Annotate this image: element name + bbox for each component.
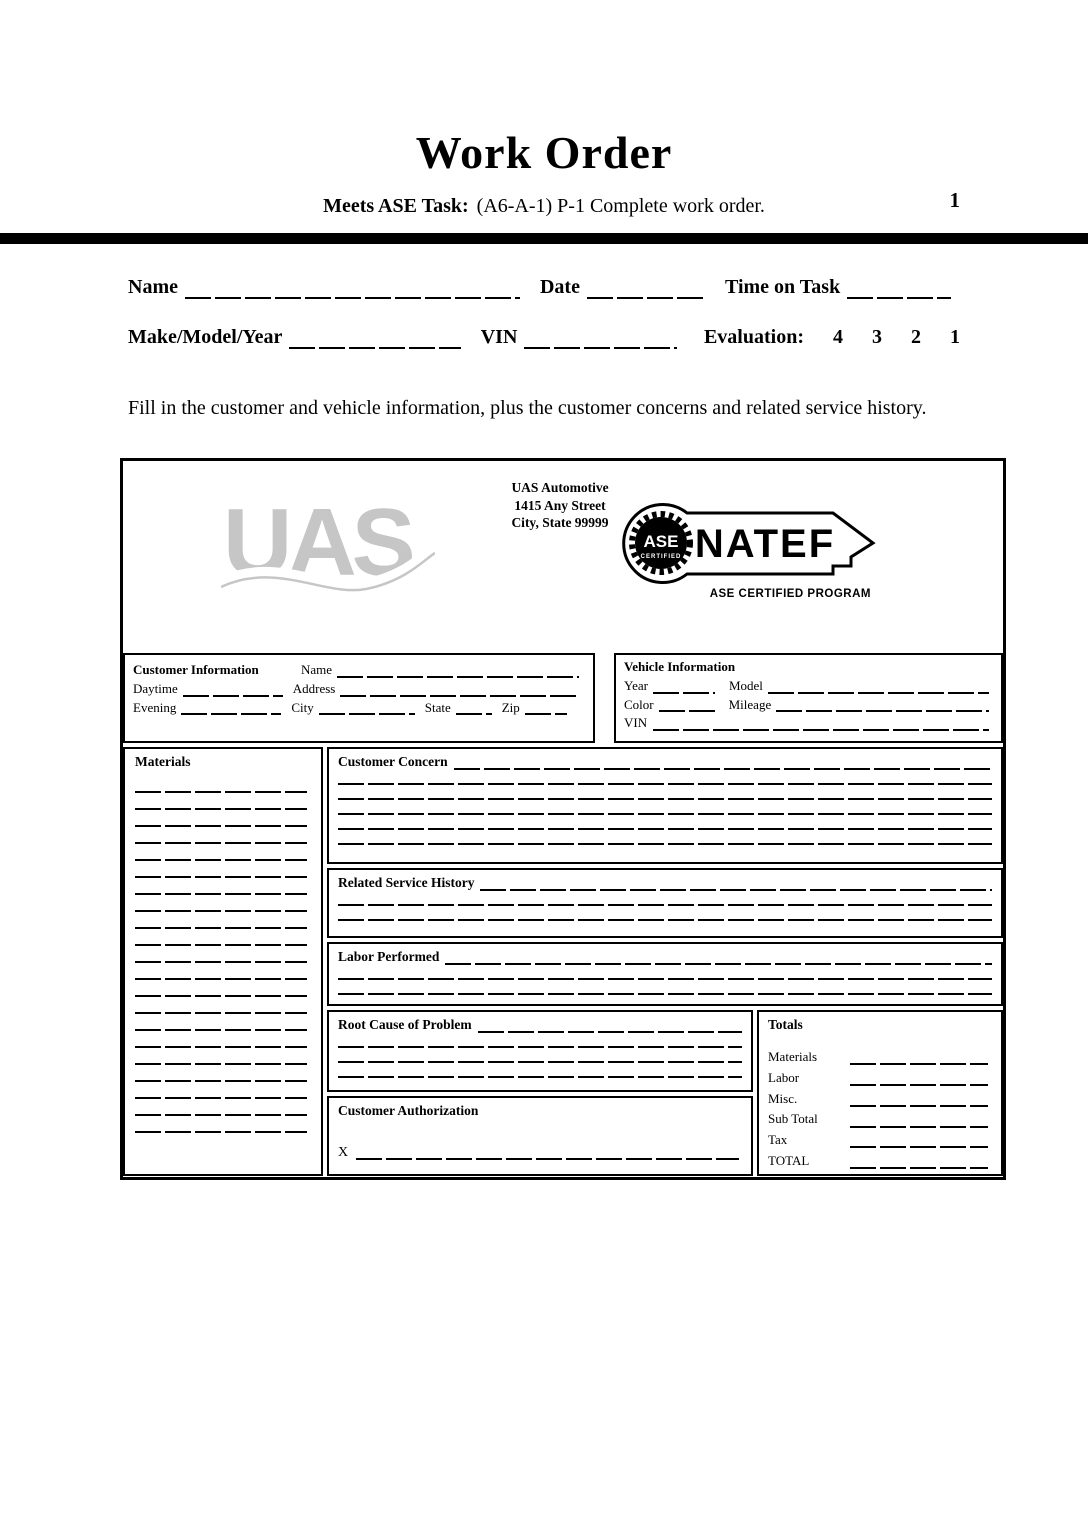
labor-performed-line[interactable] <box>338 965 992 980</box>
materials-line[interactable] <box>135 844 307 861</box>
root-cause-box <box>327 1010 753 1092</box>
customer-concern-line[interactable] <box>338 785 992 800</box>
materials-line[interactable] <box>135 793 307 810</box>
totals-total-field[interactable] <box>850 1163 988 1169</box>
evening-label: Evening <box>133 699 177 715</box>
related-service-history-title-line[interactable] <box>480 885 992 891</box>
materials-line[interactable] <box>135 997 307 1014</box>
totals-box <box>757 1010 1003 1176</box>
labor-performed-title-line[interactable] <box>445 959 992 965</box>
divider-rule <box>0 233 1088 244</box>
state-label: State <box>424 699 451 715</box>
form-bottom-left <box>327 1010 753 1176</box>
uas-watermark-logo <box>221 493 435 603</box>
ase-gear-text: ASE <box>643 532 679 551</box>
materials-line[interactable] <box>135 912 307 929</box>
materials-title: Materials <box>135 754 191 769</box>
form-bottom-row <box>327 1010 1003 1176</box>
page-number: 1 <box>949 188 960 212</box>
materials-line[interactable] <box>135 929 307 946</box>
zip-field[interactable] <box>525 709 567 715</box>
zip-label: Zip <box>501 699 520 715</box>
labor-performed-line[interactable] <box>338 980 992 995</box>
materials-line[interactable] <box>135 1099 307 1116</box>
totals-total-label: TOTAL <box>768 1152 810 1168</box>
form-main-row <box>123 747 1003 1176</box>
evening-field[interactable] <box>181 709 281 715</box>
customer-concern-line[interactable] <box>338 830 992 845</box>
labor-performed-lines <box>338 965 992 995</box>
form-header <box>123 461 1003 653</box>
instructions-text: Fill in the customer and vehicle information, plus the customer concerns and related service history. <box>128 397 927 419</box>
ase-task-label: Meets ASE Task: <box>323 195 469 217</box>
vehicle-vin-label: VIN <box>624 715 648 731</box>
header-fields-row-1 <box>128 276 960 299</box>
address-label: Address <box>292 681 336 696</box>
natef-wordmark: NATEF <box>694 522 836 566</box>
materials-line[interactable] <box>135 827 307 844</box>
authorization-signature-field[interactable] <box>356 1154 739 1160</box>
form-right-column <box>327 747 1003 1176</box>
materials-line[interactable] <box>135 963 307 980</box>
year-field[interactable] <box>653 688 715 694</box>
totals-labor-label: Labor <box>768 1069 800 1085</box>
materials-line[interactable] <box>135 1116 307 1133</box>
make-model-year-field[interactable] <box>289 343 460 349</box>
materials-line[interactable] <box>135 980 307 997</box>
customer-information-title: Customer Information <box>133 662 259 677</box>
customer-authorization-title: Customer Authorization <box>338 1103 479 1118</box>
labor-performed-box <box>327 942 1003 1006</box>
company-street: 1415 Any Street <box>514 497 606 513</box>
totals-title: Totals <box>768 1017 803 1032</box>
model-field[interactable] <box>768 688 989 694</box>
natef-logo <box>617 487 885 605</box>
totals-tax-field[interactable] <box>850 1142 988 1148</box>
evaluation-score-2: 2 <box>911 326 921 348</box>
root-cause-lines <box>338 1033 742 1078</box>
vehicle-information-box <box>614 653 1003 743</box>
customer-concern-lines <box>338 770 992 845</box>
customer-name-label: Name <box>301 662 333 678</box>
info-row <box>123 653 1003 743</box>
customer-authorization-box <box>327 1096 753 1176</box>
customer-concern-line[interactable] <box>338 800 992 815</box>
totals-misc-field[interactable] <box>850 1101 988 1107</box>
related-service-history-line[interactable] <box>338 891 992 906</box>
ase-task-value: (A6-A-1) P-1 Complete work order. <box>476 195 765 217</box>
root-cause-title-line[interactable] <box>478 1027 742 1033</box>
ase-task-line <box>0 195 1088 218</box>
totals-subtotal-label: Sub Total <box>768 1111 818 1127</box>
vehicle-information-title: Vehicle Information <box>624 659 736 674</box>
root-cause-title: Root Cause of Problem <box>338 1017 472 1032</box>
authorization-x-label: X <box>338 1144 349 1160</box>
company-name: UAS Automotive <box>511 480 609 495</box>
evaluation-score-3: 3 <box>872 326 882 348</box>
materials-line[interactable] <box>135 895 307 912</box>
time-on-task-field[interactable] <box>847 293 951 299</box>
uas-watermark-text: UAS <box>223 493 411 596</box>
related-service-history-lines <box>338 891 992 921</box>
totals-materials-field[interactable] <box>850 1059 988 1065</box>
totals-misc-label: Misc. <box>768 1090 798 1106</box>
materials-line[interactable] <box>135 861 307 878</box>
state-field[interactable] <box>456 709 492 715</box>
natef-tagline: ASE CERTIFIED PROGRAM <box>709 588 871 600</box>
root-cause-line[interactable] <box>338 1048 742 1063</box>
color-label: Color <box>624 696 654 712</box>
customer-concern-line[interactable] <box>338 770 992 785</box>
materials-line[interactable] <box>135 810 307 827</box>
customer-concern-title-line[interactable] <box>454 764 992 770</box>
page-title: Work Order <box>415 127 673 178</box>
vin-field[interactable] <box>524 343 677 349</box>
materials-line[interactable] <box>135 1065 307 1082</box>
daytime-field[interactable] <box>183 691 283 697</box>
materials-line[interactable] <box>135 1048 307 1065</box>
date-field[interactable] <box>587 293 705 299</box>
materials-line[interactable] <box>135 946 307 963</box>
materials-box <box>123 747 323 1176</box>
materials-line[interactable] <box>135 1082 307 1099</box>
year-label: Year <box>624 678 648 693</box>
mileage-field[interactable] <box>776 706 989 712</box>
materials-line[interactable] <box>135 776 307 793</box>
totals-tax-label: Tax <box>768 1132 788 1147</box>
customer-concern-line[interactable] <box>338 815 992 830</box>
work-order-form <box>120 458 1006 1180</box>
totals-labor-field[interactable] <box>850 1080 988 1086</box>
customer-information-box <box>123 653 595 743</box>
daytime-label: Daytime <box>133 681 178 696</box>
make-model-year-label: Make/Model/Year <box>128 326 283 348</box>
vin-label: VIN <box>480 326 518 348</box>
totals-materials-label: Materials <box>768 1049 818 1064</box>
materials-lines <box>135 776 311 1133</box>
address-field[interactable] <box>340 691 579 697</box>
vehicle-vin-field[interactable] <box>653 725 989 731</box>
related-service-history-line[interactable] <box>338 906 992 921</box>
ase-gear-subtext: CERTIFIED <box>640 554 682 560</box>
customer-name-field[interactable] <box>337 672 579 678</box>
evaluation-score-1: 1 <box>950 326 960 348</box>
color-field[interactable] <box>659 706 719 712</box>
city-field[interactable] <box>319 709 415 715</box>
name-label: Name <box>128 276 178 298</box>
company-city: City, State 99999 <box>511 515 609 531</box>
related-service-history-title: Related Service History <box>338 875 475 890</box>
city-label: City <box>291 699 314 715</box>
totals-subtotal-field[interactable] <box>850 1122 988 1128</box>
materials-line[interactable] <box>135 1014 307 1031</box>
related-service-history-box <box>327 868 1003 938</box>
time-on-task-label: Time on Task <box>724 276 841 298</box>
root-cause-line[interactable] <box>338 1033 742 1048</box>
customer-concern-box <box>327 747 1003 864</box>
name-field[interactable] <box>185 293 520 299</box>
header-fields-row-2 <box>128 326 960 349</box>
labor-performed-title: Labor Performed <box>338 949 440 964</box>
materials-line[interactable] <box>135 878 307 895</box>
model-label: Model <box>728 678 763 693</box>
evaluation-label: Evaluation: <box>703 326 804 348</box>
materials-line[interactable] <box>135 1031 307 1048</box>
customer-concern-title: Customer Concern <box>338 754 448 769</box>
evaluation-score-4: 4 <box>833 326 843 348</box>
date-label: Date <box>539 276 580 298</box>
root-cause-line[interactable] <box>338 1063 742 1078</box>
mileage-label: Mileage <box>728 696 772 712</box>
